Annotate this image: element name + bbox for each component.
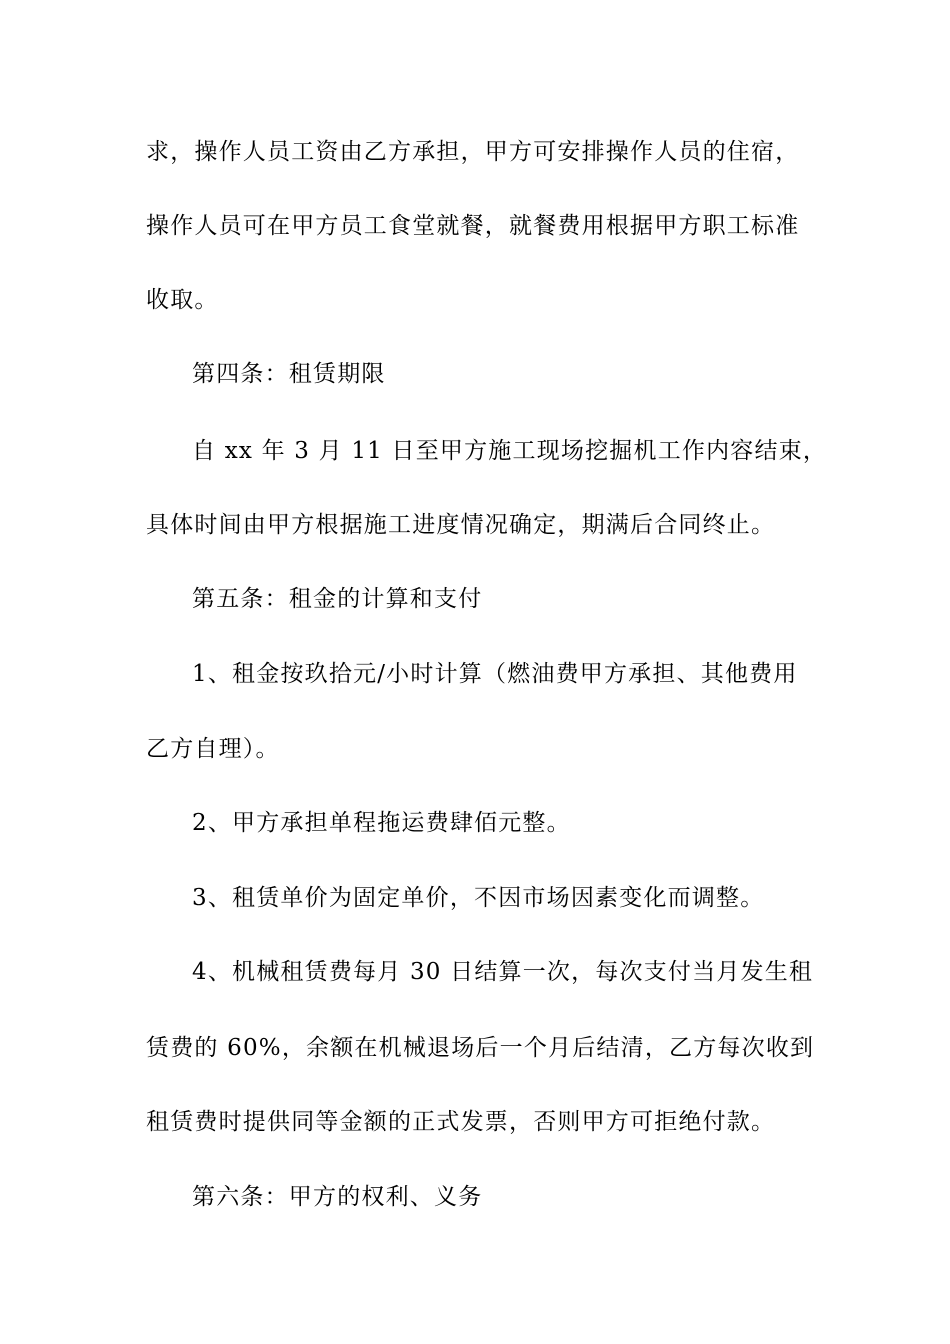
paragraph-line: 求，操作人员工资由乙方承担，甲方可安排操作人员的住宿， bbox=[146, 139, 800, 165]
article-heading: 第五条：租金的计算和支付 bbox=[192, 586, 483, 612]
paragraph-line: 租赁费时提供同等金额的正式发票，否则甲方可拒绝付款。 bbox=[146, 1109, 776, 1135]
list-item: 1、租金按玖拾元/小时计算（燃油费甲方承担、其他费用 bbox=[192, 661, 798, 687]
article-heading: 第四条：租赁期限 bbox=[192, 361, 386, 387]
list-item: 3、租赁单价为固定单价，不因市场因素变化而调整。 bbox=[192, 885, 765, 911]
list-item: 2、甲方承担单程拖运费肆佰元整。 bbox=[192, 810, 571, 836]
paragraph-line: 具体时间由甲方根据施工进度情况确定，期满后合同终止。 bbox=[146, 512, 776, 538]
paragraph-line: 收取。 bbox=[146, 287, 219, 313]
list-item: 4、机械租赁费每月 30 日结算一次，每次支付当月发生租 bbox=[192, 959, 814, 985]
article-heading: 第六条：甲方的权利、义务 bbox=[192, 1184, 483, 1210]
paragraph-line: 自 xx 年 3 月 11 日至甲方施工现场挖掘机工作内容结束， bbox=[192, 438, 828, 464]
paragraph-line: 赁费的 60%，余额在机械退场后一个月后结清，乙方每次收到 bbox=[146, 1035, 815, 1061]
paragraph-line: 操作人员可在甲方员工食堂就餐，就餐费用根据甲方职工标准 bbox=[146, 213, 800, 239]
paragraph-line: 乙方自理）。 bbox=[146, 736, 280, 762]
